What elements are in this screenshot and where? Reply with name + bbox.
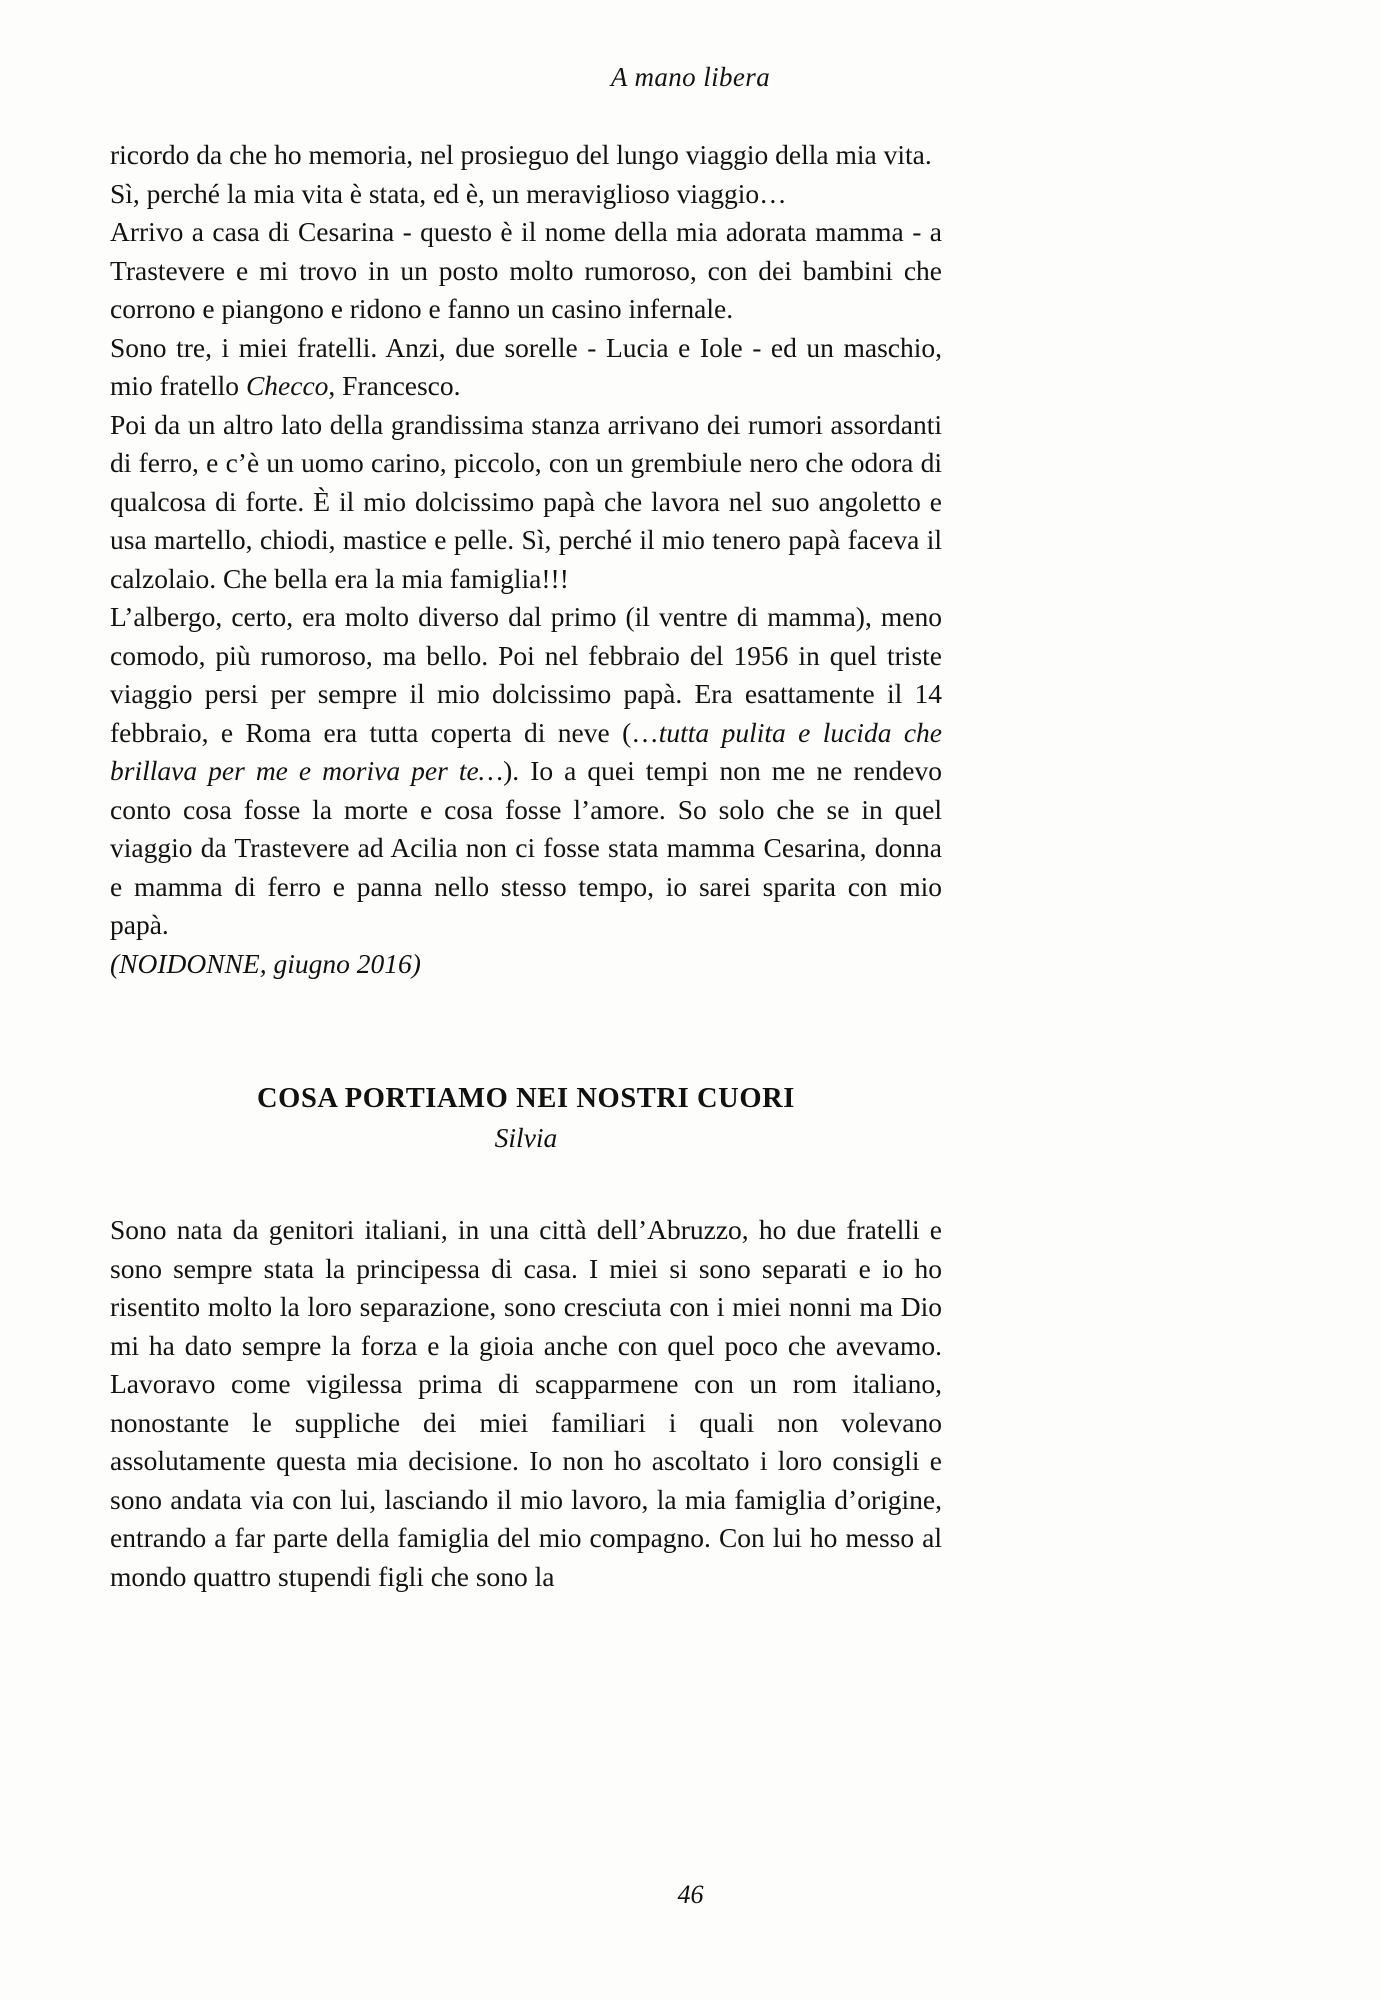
paragraph-continuation	[110, 136, 942, 213]
paragraph-cesarina: Arrivo a casa di Cesarina - questo è il nome della mia adorata mamma - a Trastevere e mi trovo in un posto molto rumoroso, con dei bambini che corrono e piangono e ridono e fanno un casino infernale.	[110, 216, 942, 324]
page-number: 46	[677, 1880, 704, 1909]
paragraph-text-pre: L’albergo, certo, era molto diverso dal primo (il ventre di mamma), meno comodo, più rumoroso, ma bello. Poi nel febbraio del 1956 in quel triste viaggio persi per sempre il mio dolcissimo papà. Era esattamente il 14 febbraio, e Roma era tutta coperta di neve (…	[110, 601, 942, 748]
paragraph-albergo	[110, 598, 942, 945]
paragraph-papa: Poi da un altro lato della grandissima stanza arrivano dei rumori assordanti di ferro, e c’è un uomo carino, piccolo, con un grembiule nero che odora di qualcosa di forte. È il mio dolcissimo papà che lavora nel suo angoletto e usa martello, chiodi, mastice e pelle. Sì, perché il mio tenero papà faceva il calzolaio. Che bella era la mia famiglia!!!	[110, 408, 942, 594]
emphasis-checco: Checco	[245, 370, 329, 401]
paragraph-line: Sì, perché la mia vita è stata, ed è, un meraviglioso viaggio…	[110, 177, 787, 209]
text-column	[110, 136, 942, 1596]
emphasis-quote: tutta pulita e lucida che brillava per me e moriva per te…	[110, 716, 942, 786]
section-title: COSA PORTIAMO NEI NOSTRI CUORI	[257, 1083, 795, 1114]
spacer	[110, 1157, 942, 1211]
paragraph-line: ricordo da che ho memoria, nel prosieguo del lungo viaggio della mia vita.	[110, 139, 932, 170]
spacer	[110, 983, 942, 1079]
source-attribution: (NOIDONNE, giugno 2016)	[110, 947, 421, 979]
running-header: A mano libera	[610, 62, 771, 92]
paragraph-text-post: , Francesco.	[328, 370, 461, 401]
section-byline: Silvia	[494, 1122, 558, 1153]
paragraph-text-post: ). Io a quei tempi non me ne rendevo conto cosa fosse la morte e cosa fosse l’amore. So solo che se in quel viaggio da Trastevere ad Acilia non ci fosse stata mamma Cesarina, donna e mamma di ferro e panna nello stesso tempo, io sarei sparita con mio papà.	[110, 755, 942, 940]
paragraph-silvia-intro: Sono nata da genitori italiani, in una città dell’Abruzzo, ho due fratelli e sono sempre stata la principessa di casa. I miei si sono separati e io ho risentito molto la loro separazione, sono cresciuta con i miei nonni ma Dio mi ha dato sempre la forza e la gioia anche con quel poco che avevamo. Lavoravo come vigilessa prima di scapparmene con un rom italiano, nonostante le suppliche dei miei familiari i quali non volevano assolutamente questa mia decisione. Io non ho ascoltato i loro consigli e sono andata via con lui, lasciando il mio lavoro, la mia famiglia d’origine, entrando a far parte della famiglia del mio compagno. Con lui ho messo al mondo quattro stupendi figli che sono la	[110, 1214, 942, 1592]
paragraph-text-pre: Sono tre, i miei fratelli. Anzi, due sorelle - Lucia e Iole - ed un maschio, mio fratello	[110, 331, 942, 401]
paragraph-fratelli	[110, 329, 942, 406]
